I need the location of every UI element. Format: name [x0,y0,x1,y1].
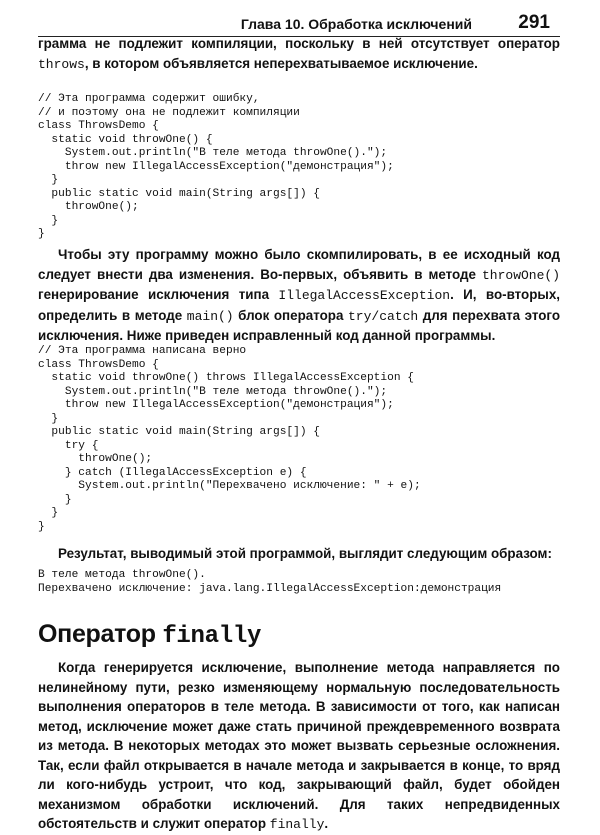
fix-code-exception: IllegalAccessException [278,288,451,303]
intro-text-1: грамма не подлежит компиляции, поскольку в ней отсутствует оператор [38,36,560,51]
result-text: Результат, выводимый этой программой, выглядит следующим образом: [58,546,552,561]
fix-code-main: main() [186,308,234,324]
finally-code: finally [269,817,325,832]
fix-text-1: Чтобы эту программу можно было скомпилировать, в ее исходный код следует внести два изменения. Во-первых, объявить в методе [38,247,560,282]
finally-paragraph [38,658,560,835]
code-listing-2: // Эта программа написана верно class ThrowsDemo { static void throwOne() throws IllegalAccessException { System.out.println("В теле метода throwOne()."); throw new IllegalAccessException("демонстрация"); } public static void main(String args[]) { try { throwOne(); } catch (IllegalAccessException e) { System.out.println("Перехвачено исключение: " + e); } } } [38,345,421,533]
fix-code-trycatch: try/catch [347,308,419,324]
page-number: 291 [518,12,550,33]
finally-end: . [324,816,329,831]
fix-text-4: блок оператора [233,307,348,323]
chapter-title: Глава 10. Обработка исключений [240,16,472,32]
intro-code-throws: throws [38,56,85,72]
result-paragraph [38,544,560,564]
fix-text-3: . И, во-вторых, определить в методе [38,287,560,323]
fix-paragraph [38,245,560,346]
fix-code-throwone: throwOne() [481,267,560,283]
finally-text: Когда генерируется исключение, выполнение метода направляется по нелинейному пути, резко изменяющему нормальную последовательность выполнения операторов в теле метода. В зависимости от того, как написан метод, исключение может даже стать причиной преждевременного возврата из метода. В некоторых методах это может вызвать серьезные осложнения. Так, если файл открывается в начале метода и закрывается в конце, то вряд ли кого-нибудь устроит, что код, закрывающий файл, будет обойден механизмом обработки исключений. Для таких непредвиденных обстоятельств и служит оператор [38,660,560,831]
fix-text-2: генерирование исключения типа [38,287,279,302]
intro-text-2: , в котором объявляется неперехватываемое исключение. [84,55,478,71]
section-title-text: Оператор [38,620,163,648]
program-output: В теле метода throwOne(). Перехвачено исключение: java.lang.IllegalAccessException:демонстрация [38,569,502,595]
code-listing-1: // Эта программа содержит ошибку, // и поэтому она не подлежит компиляции class ThrowsDemo { static void throwOne() { System.out.println("В теле метода throwOne()."); throw new IllegalAccessException("демонстрация"); } public static void main(String args[]) { throwOne(); } } [38,93,394,240]
fix-text-5: для перехвата этого исключения. Ниже приведен исправленный код данной программы. [38,307,561,343]
section-heading [38,620,261,650]
intro-paragraph [38,34,560,74]
section-title-code: finally [162,623,262,650]
